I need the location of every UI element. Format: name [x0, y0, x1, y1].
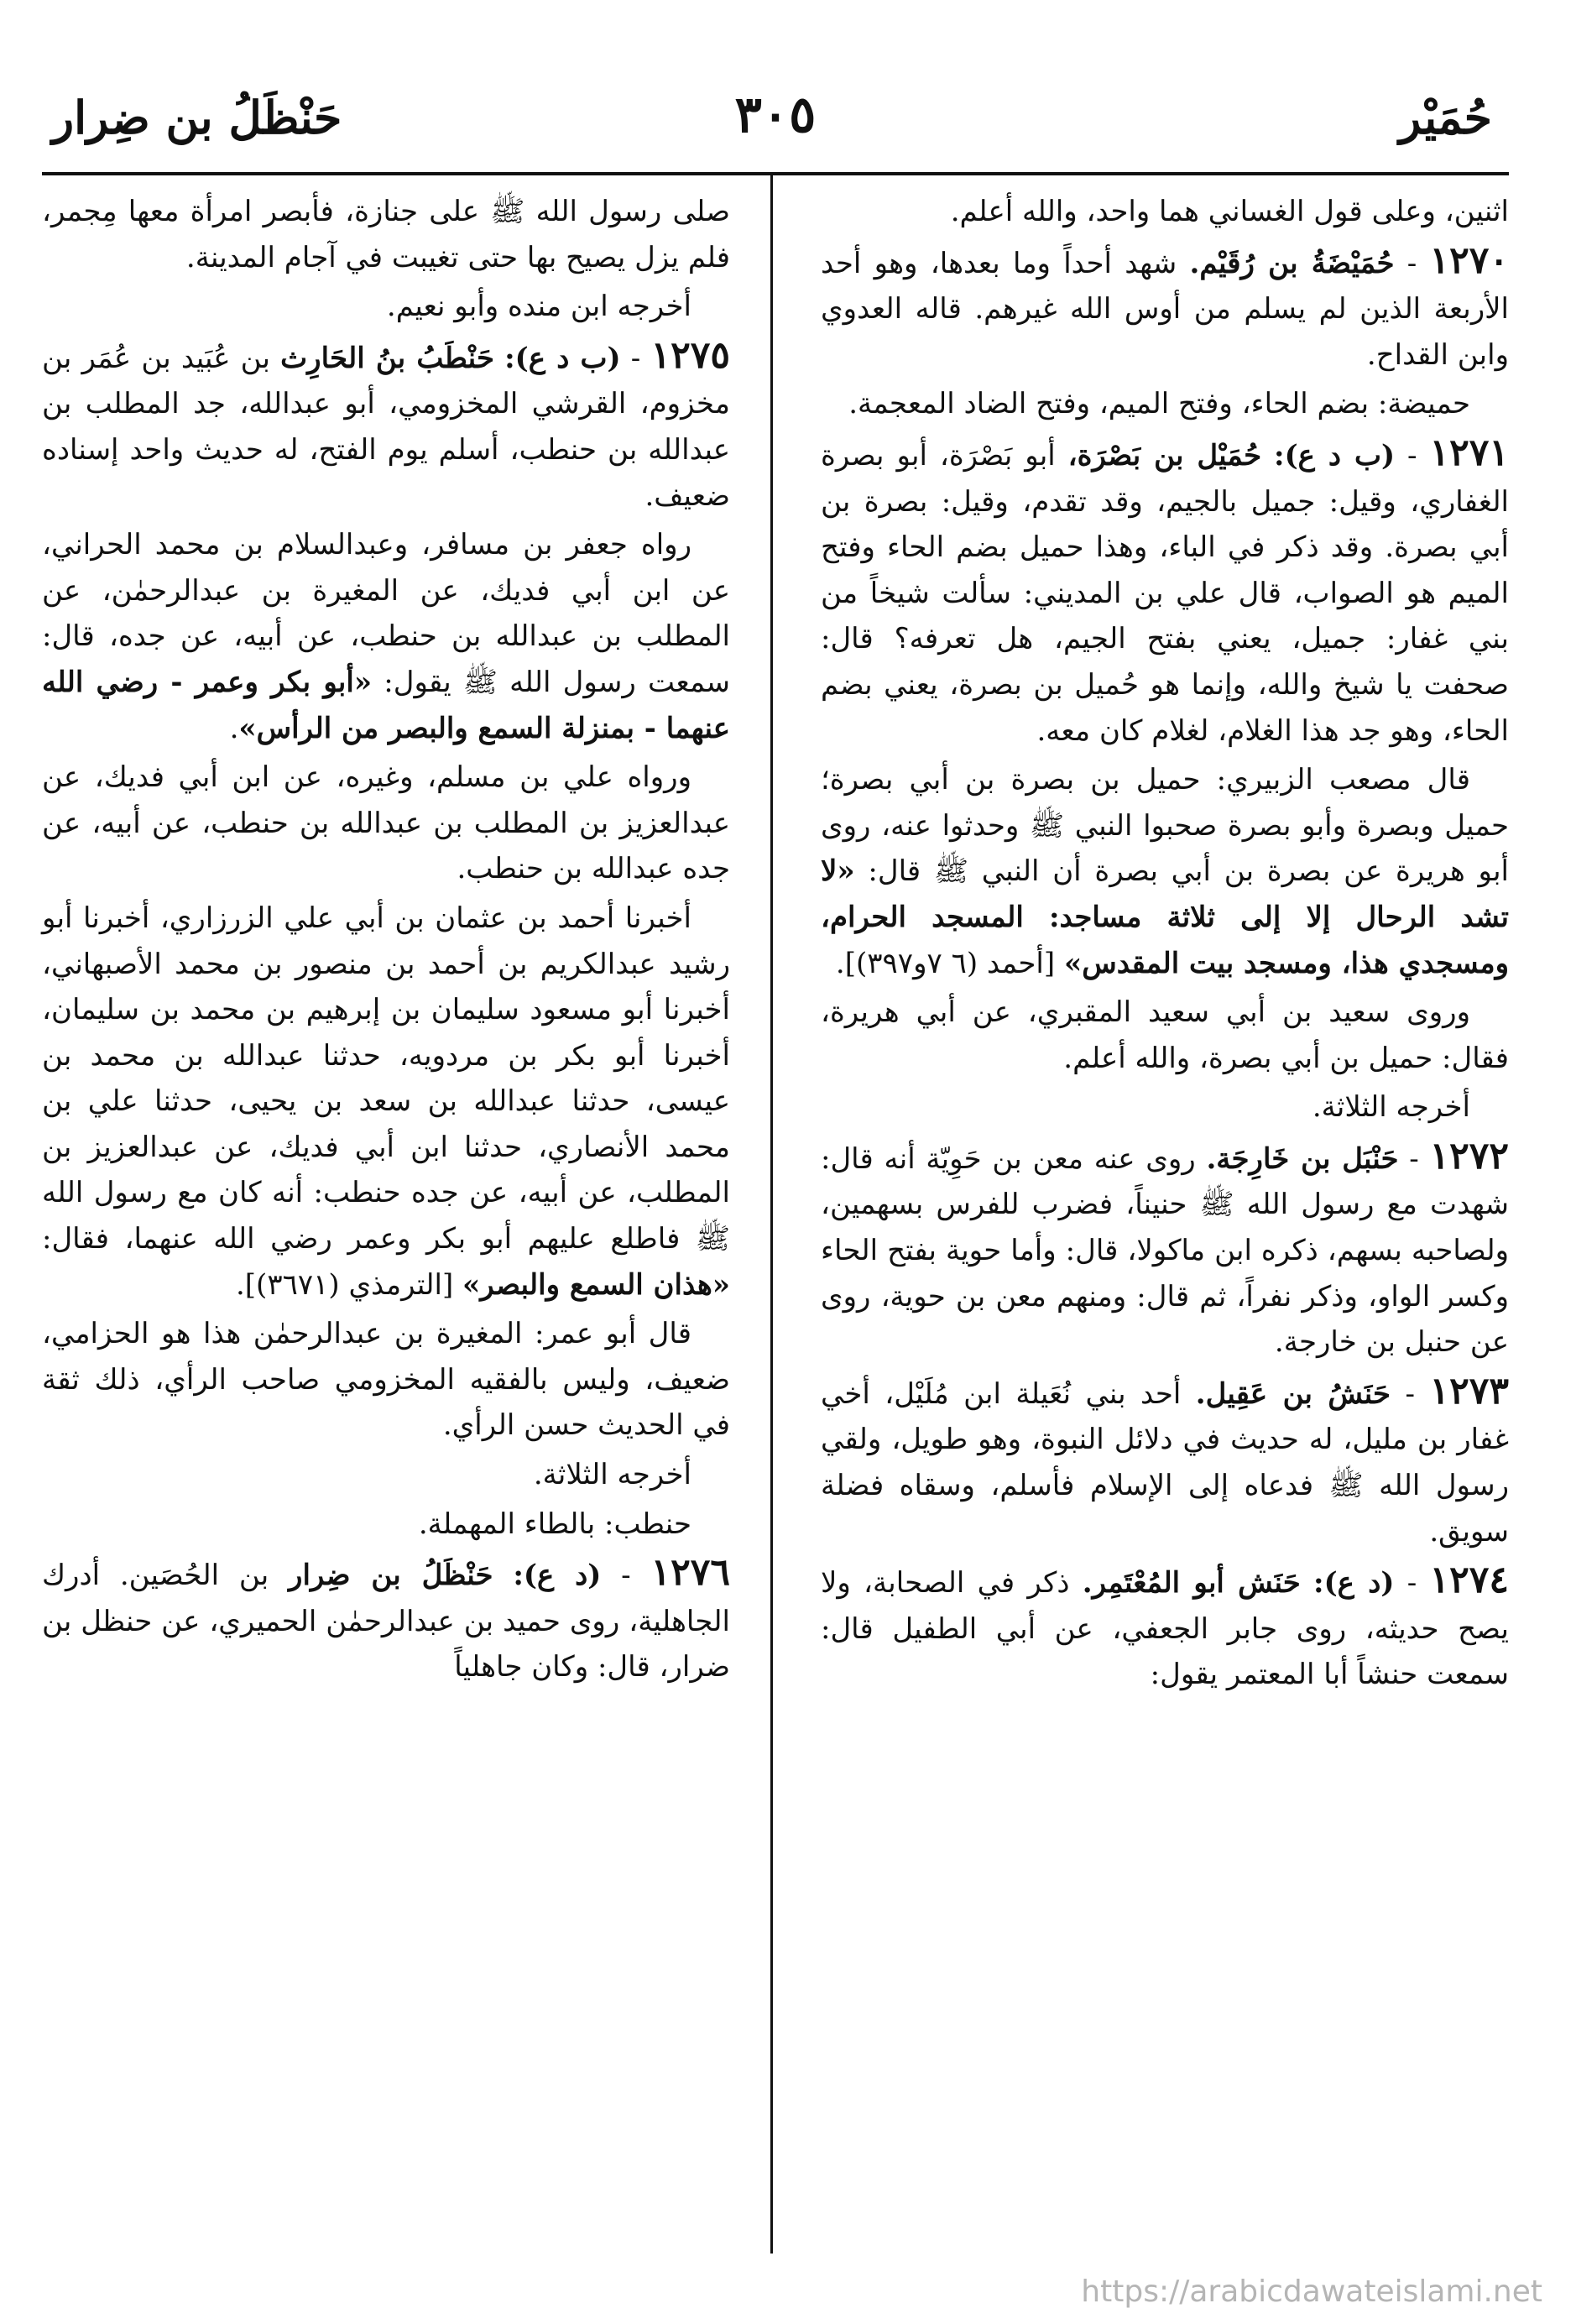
paragraph: [821, 189, 1509, 235]
entry-number: ١٢٧٣: [1429, 1369, 1509, 1413]
paragraph-text: أخبرنا أحمد بن عثمان بن أبي علي الزرزاري، أخبرنا أبو رشيد عبدالكريم بن أحمد بن منصور بن محمد الأصبهاني، أخبرنا أبو مسعود سليمان بن إبرهيم بن محمد بن سليمان، أخبرنا أبو بكر بن مردويه، حدثنا عبدالله بن محمد بن عيسى، حدثنا عبدالله بن سعد بن يحيى، حدثنا علي بن محمد الأنصاري، حدثنا ابن أبي فديك، عن عبدالعزيز بن المطلب، عن أبيه، عن جده حنطب: أنه كان مع رسول الله ﷺ فاطلع عليهم أبو بكر وعمر رضي الله عنهما، فقال:: [42, 901, 730, 1256]
paragraph: [42, 755, 730, 892]
entry-name: حُمَيْضَةُ بن رُقَيْم.: [1189, 246, 1395, 280]
entry-number: ١٢٧٥: [650, 333, 730, 377]
entry-text: بن عُبَيد بن عُمَر بن مخزوم، القرشي المخزومي، أبو عبدالله، جد المطلب بن عبدالله بن حنطب، أسلم يوم الفتح، له حديث واحد إسناده ضعيف.: [42, 341, 730, 513]
paragraph-text: أخرجه الثلاثة.: [533, 1458, 691, 1492]
paragraph: [821, 381, 1509, 427]
paragraph: [821, 990, 1509, 1081]
entry-number: ١٢٧٦: [650, 1551, 731, 1595]
hadith-quote: «هذان السمع والبصر»: [462, 1267, 730, 1302]
paragraph: [821, 757, 1509, 986]
hadith-quote: «لا تشد الرحال إلا إلى ثلاثة مساجد: المسجد الحرام، ومسجدي هذا، ومسجد بيت المقدس»: [821, 854, 1509, 980]
biography-entry: ١٢٧٦ - (د ع): حَنْظَلُ بن ضِرار بن الحُصَين. أدرك الجاهلية، روى حميد بن عبدالرحمٰن الحميري، عن حنظل بن ضرار، قال: وكان جاهلياً: [42, 1551, 731, 1684]
header-entry-title: حَنْظَلُ بن ضِرار: [52, 91, 342, 144]
entry-name: حُمَيْل بن بَصْرَة،: [1067, 438, 1262, 473]
entry-number: ١٢٧٠: [1429, 238, 1510, 282]
biography-entry: ١٢٧١ - (ب د ع): حُمَيْل بن بَصْرَة، أبو بَصْرَة، أبو بصرة الغفاري، وقيل: جميل بالجيم، وقد تقدم، وقيل: بصرة بن أبي بصرة. وقد ذكر في الباء، وهذا حميل بضم الحاء وفتح الميم هو الصواب، قال علي بن المديني: سألت شيخاً من بني غفار: جميل، يعني بفتح الجيم، هل تعرفه؟ قال: صحفت يا شيخ والله، وإنما هو حُميل بن بصرة، يعني بضم الحاء، وهو جد هذا الغلام، لغلام كان معه.: [821, 431, 1509, 748]
entry-number: ١٢٧٢: [1429, 1134, 1510, 1178]
entry-text: روى عنه معن بن حَوِيّة أنه قال: شهدت مع رسول الله ﷺ حنيناً، فضرب للفرس بسهمين، ولصاحبه بسهم، ذكره ابن ماكولا، قال: وأما حوية بفتح الحاء وكسر الواو، وذكر نفراً، ثم قال: ومنهم معن بن حوية، روى عن حنبل بن خارجة.: [821, 1141, 1509, 1360]
entry-text: أحد بني نُعَيلة ابن مُلَيْل، أخي غفار بن مليل، له حديث في دلائل النبوة، وهو طويل، ولقي رسول الله ﷺ فدعاه إلى الإسلام فأسلم، وسقاه فضلة سويق.: [821, 1376, 1509, 1548]
column-divider: [770, 172, 773, 2253]
biography-entry: ١٢٧٣ - حَنَشُ بن عَقِيل. أحد بني نُعَيلة ابن مُلَيْل، أخي غفار بن مليل، له حديث في دلائل النبوة، وهو طويل، ولقي رسول الله ﷺ فدعاه إلى الإسلام فأسلم، وسقاه فضلة سويق.: [821, 1369, 1509, 1548]
paragraph-text: أخرجه الثلاثة.: [1312, 1090, 1470, 1125]
header-rule: [42, 172, 1509, 175]
paragraph-text: ورواه علي بن مسلم، وغيره، عن ابن أبي فديك، عن عبدالعزيز بن المطلب بن عبدالله بن حنطب، عن أبيه، عن جده عبدالله بن حنطب.: [42, 760, 730, 886]
paragraph-tail: .: [229, 711, 239, 745]
paragraph-text: حميضة: بضم الحاء، وفتح الميم، وفتح الضاد المعجمة.: [848, 387, 1470, 421]
entry-name: حَنْظَلُ بن ضِرار: [289, 1559, 493, 1593]
biography-entry: ١٢٧٠ - حُمَيْضَةُ بن رُقَيْم. شهد أحداً وما بعدها، وهو أحد الأربعة الذين لم يسلم من أوس الله غيرهم. قاله العدوي وابن القداح.: [821, 238, 1510, 372]
paragraph-text: قال أبو عمر: المغيرة بن عبدالرحمٰن هذا هو الحزامي، ضعيف، وليس بالفقيه المخزومي صاحب الرأي، ذلك ثقة في الحديث حسن الرأي.: [42, 1317, 730, 1443]
paragraph-text: رواه جعفر بن مسافر، وعبدالسلام بن محمد الحراني، عن ابن أبي فديك، عن المغيرة بن عبدالرحمٰن، عن المطلب بن عبدالله بن حنطب، عن أبيه، عن جده، قال: سمعت رسول الله ﷺ يقول:: [42, 528, 730, 699]
paragraph: [42, 896, 730, 1308]
entry-text: أبو بَصْرَة، أبو بصرة الغفاري، وقيل: جميل بالجيم، وقد تقدم، وقيل: بصرة بن أبي بصرة. وقد ذكر في الباء، وهذا حميل بضم الحاء وفتح الميم هو الصواب، قال علي بن المديني: سألت شيخاً من بني غفار: جميل، يعني بفتح الجيم، هل تعرفه؟ قال: صحفت يا شيخ والله، وإنما هو حُميل بن بصرة، يعني بضم الحاء، وهو جد هذا الغلام، لغلام كان معه.: [821, 438, 1509, 748]
watermark-url: https://arabicdawateislami.net: [1081, 2274, 1542, 2309]
entry-source-codes: (ب د ع):: [1274, 438, 1396, 473]
paragraph: [42, 522, 730, 751]
paragraph-text: وروى سعيد بن أبي سعيد المقبري، عن أبي هريرة، فقال: حميل بن أبي بصرة، والله أعلم.: [821, 995, 1509, 1075]
entry-source-codes: (د ع):: [1313, 1566, 1395, 1601]
biography-entry: ١٢٧٥ - (ب د ع): حَنْطَبُ بنُ الحَارِث بن عُبَيد بن عُمَر بن مخزوم، القرشي المخزومي، أبو عبدالله، جد المطلب بن عبدالله بن حنطب، أسلم يوم الفتح، له حديث واحد إسناده ضعيف.: [42, 333, 730, 513]
entry-text: شهد أحداً وما بعدها، وهو أحد الأربعة الذين لم يسلم من أوس الله غيرهم. قاله العدوي وابن القداح.: [821, 246, 1509, 372]
header-section-title: حُمَيْر: [1399, 91, 1492, 144]
paragraph-tail: [أحمد (٦ ٧و٣٩٧)].: [835, 946, 1064, 980]
entry-source-codes: (ب د ع):: [504, 341, 621, 375]
paragraph: [42, 189, 730, 280]
entry-source-codes: (د ع):: [513, 1559, 602, 1593]
paragraph: [42, 284, 730, 330]
entry-name: حَنَشُ بن عَقِيل.: [1195, 1376, 1391, 1411]
paragraph-text: صلى رسول الله ﷺ على جنازة، فأبصر امرأة معها مِجمر، فلم يزل يصيح بها حتى تغيبت في آجام المدينة.: [42, 195, 730, 274]
paragraph-text: اثنين، وعلى قول الغساني هما واحد، والله أعلم.: [950, 195, 1509, 228]
paragraph: [42, 1452, 730, 1498]
entry-text: ذكر في الصحابة، ولا يصح حديثه، روى جابر الجعفي، عن أبي الطفيل قال: سمعت حنشاً أبا المعتمر يقول:: [821, 1566, 1509, 1692]
entry-name: حَنْبَل بن خَارِجَة.: [1206, 1141, 1399, 1176]
page-number: ٣٠٥: [734, 86, 817, 144]
biography-entry: ١٢٧٤ - (د ع): حَنَش أبو المُعْتَمِر. ذكر في الصحابة، ولا يصح حديثه، روى جابر الجعفي، عن أبي الطفيل قال: سمعت حنشاً أبا المعتمر يقول:: [821, 1559, 1509, 1692]
paragraph-text: حنطب: بالطاء المهملة.: [418, 1507, 691, 1541]
entry-name: حَنَش أبو المُعْتَمِر.: [1082, 1566, 1301, 1601]
paragraph-text: أخرجه ابن منده وأبو نعيم.: [386, 290, 691, 324]
biography-entry: ١٢٧٢ - حَنْبَل بن خَارِجَة. روى عنه معن بن حَوِيّة أنه قال: شهدت مع رسول الله ﷺ حنيناً، فضرب للفرس بسهمين، ولصاحبه بسهم، ذكره ابن ماكولا، قال: وأما حوية بفتح الحاء وكسر الواو، وذكر نفراً، ثم قال: ومنهم معن بن حوية، روى عن حنبل بن خارجة.: [821, 1134, 1510, 1360]
left-column: [42, 189, 730, 1694]
paragraph-text: قال مصعب الزبيري: حميل بن بصرة بن أبي بصرة؛ حميل وبصرة وأبو بصرة صحبوا النبي ﷺ وحدثوا عنه، روى أبو هريرة عن بصرة بن أبي بصرة أن النبي ﷺ قال:: [821, 763, 1509, 889]
entry-number: ١٢٧٤: [1429, 1559, 1509, 1602]
paragraph-tail: [الترمذي (٣٦٧١)].: [235, 1267, 463, 1302]
entry-number: ١٢٧١: [1429, 431, 1509, 474]
entry-name: حَنْطَبُ بنُ الحَارِث: [280, 341, 494, 375]
hadith-quote: «أبو بكر وعمر - رضي الله عنهما - بمنزلة السمع والبصر من الرأس»: [42, 665, 730, 745]
running-header: [42, 74, 1509, 166]
paragraph: [821, 1084, 1509, 1131]
entry-text: بن الحُصَين. أدرك الجاهلية، روى حميد بن عبدالرحمٰن الحميري، عن حنظل بن ضرار، قال: وكان جاهلياً: [42, 1559, 730, 1684]
right-column: [821, 189, 1509, 1701]
paragraph: [42, 1501, 730, 1548]
paragraph: [42, 1311, 730, 1449]
